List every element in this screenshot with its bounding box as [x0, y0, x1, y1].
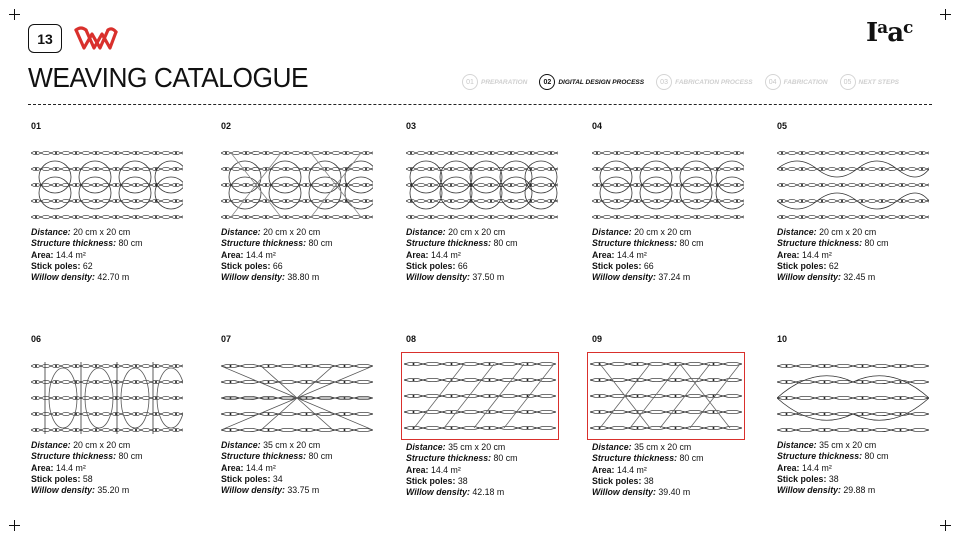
- spec-label: Distance:: [592, 442, 632, 452]
- spec-density: [406, 272, 586, 283]
- crop-mark-top-right: [940, 9, 951, 20]
- spec-label: Distance:: [221, 227, 261, 237]
- item-number: 09: [592, 334, 603, 344]
- spec-distance: [592, 227, 772, 238]
- item-number: 02: [221, 121, 232, 131]
- step-05[interactable]: [840, 74, 899, 90]
- spec-area: [221, 463, 401, 474]
- weave-pattern-diagram: [31, 145, 183, 225]
- spec-distance: [221, 227, 401, 238]
- spec-value: 35 cm x 20 cm: [819, 440, 877, 450]
- spec-value: 66: [457, 260, 468, 271]
- weave-logo-icon: [72, 24, 120, 54]
- spec-value: 14.4 m²: [801, 249, 832, 260]
- spec-label: Area:: [31, 249, 54, 260]
- spec-value: 80 cm: [493, 238, 518, 249]
- spec-label: Willow density:: [592, 272, 656, 283]
- spec-label: Stick poles:: [592, 475, 642, 486]
- spec-label: Structure thickness:: [592, 238, 678, 249]
- spec-value: 20 cm x 20 cm: [819, 227, 877, 237]
- spec-label: Distance:: [406, 442, 446, 452]
- spec-value: 80 cm: [118, 238, 143, 249]
- spec-value: 58: [82, 473, 93, 484]
- spec-value: 32.45 m: [843, 272, 876, 283]
- spec-value: 66: [643, 260, 654, 271]
- crop-mark-bottom-right: [940, 520, 951, 531]
- spec-label: Structure thickness:: [592, 453, 678, 464]
- step-number: 04: [765, 74, 781, 90]
- step-03[interactable]: [656, 74, 753, 90]
- process-steps: [462, 74, 911, 90]
- spec-value: 38.80 m: [287, 272, 320, 283]
- iaac-logo: $I^aa^c$: [866, 18, 913, 48]
- weave-pattern-diagram: [221, 145, 373, 225]
- spec-poles: [406, 261, 586, 272]
- spec-label: Distance:: [777, 227, 817, 237]
- spec-value: 35.20 m: [97, 485, 130, 496]
- item-number: 01: [31, 121, 42, 131]
- spec-density: [31, 485, 211, 496]
- spec-poles: [592, 476, 772, 487]
- spec-thickness: [221, 451, 401, 462]
- weave-pattern-diagram: [31, 358, 183, 438]
- spec-value: 35 cm x 20 cm: [263, 440, 321, 450]
- spec-value: 14.4 m²: [430, 249, 461, 260]
- spec-label: Stick poles:: [777, 473, 827, 484]
- step-label: FABRICATION: [783, 78, 828, 86]
- spec-density: [406, 487, 586, 498]
- spec-list: [221, 440, 401, 496]
- spec-distance: [777, 227, 957, 238]
- spec-distance: [406, 442, 586, 453]
- item-number: 03: [406, 121, 417, 131]
- spec-label: Distance:: [777, 440, 817, 450]
- spec-value: 62: [828, 260, 839, 271]
- spec-label: Area:: [221, 249, 244, 260]
- weave-pattern-diagram: [777, 145, 929, 225]
- spec-value: 14.4 m²: [430, 464, 461, 475]
- spec-value: 37.50 m: [472, 272, 505, 283]
- page-title: WEAVING CATALOGUE: [28, 62, 309, 93]
- spec-area: [777, 463, 957, 474]
- spec-thickness: [406, 453, 586, 464]
- spec-value: 42.18 m: [472, 487, 505, 498]
- spec-value: 14.4 m²: [245, 249, 276, 260]
- spec-value: 66: [272, 260, 283, 271]
- spec-label: Stick poles:: [592, 260, 642, 271]
- spec-value: 14.4 m²: [55, 462, 86, 473]
- spec-distance: [777, 440, 957, 451]
- spec-label: Willow density:: [31, 485, 95, 496]
- spec-label: Structure thickness:: [406, 238, 492, 249]
- spec-poles: [777, 474, 957, 485]
- spec-value: 38: [457, 475, 468, 486]
- spec-thickness: [777, 238, 957, 249]
- spec-value: 37.24 m: [658, 272, 691, 283]
- spec-value: 38: [828, 473, 839, 484]
- spec-poles: [406, 476, 586, 487]
- spec-value: 29.88 m: [843, 485, 876, 496]
- spec-value: 39.40 m: [658, 487, 691, 498]
- spec-list: [31, 440, 211, 496]
- spec-value: 80 cm: [493, 453, 518, 464]
- spec-label: Structure thickness:: [406, 453, 492, 464]
- step-number: 03: [656, 74, 672, 90]
- spec-distance: [592, 442, 772, 453]
- spec-value: 35 cm x 20 cm: [448, 442, 506, 452]
- highlight-box: [401, 352, 559, 440]
- spec-label: Willow density:: [406, 487, 470, 498]
- spec-label: Area:: [406, 249, 429, 260]
- catalogue-item-03: [406, 121, 586, 283]
- spec-label: Structure thickness:: [31, 451, 117, 462]
- spec-area: [406, 250, 586, 261]
- spec-label: Stick poles:: [221, 260, 271, 271]
- spec-value: 33.75 m: [287, 485, 320, 496]
- step-02[interactable]: [539, 74, 644, 90]
- spec-value: 80 cm: [679, 238, 704, 249]
- spec-value: 14.4 m²: [616, 249, 647, 260]
- step-number: 05: [840, 74, 856, 90]
- catalogue-item-10: [777, 334, 957, 496]
- spec-value: 80 cm: [679, 453, 704, 464]
- spec-value: 20 cm x 20 cm: [634, 227, 692, 237]
- spec-value: 20 cm x 20 cm: [73, 440, 131, 450]
- spec-label: Stick poles:: [31, 473, 81, 484]
- spec-value: 42.70 m: [97, 272, 130, 283]
- spec-label: Stick poles:: [31, 260, 81, 271]
- item-number: 10: [777, 334, 788, 344]
- spec-value: 20 cm x 20 cm: [73, 227, 131, 237]
- spec-density: [592, 487, 772, 498]
- spec-poles: [221, 474, 401, 485]
- spec-label: Willow density:: [777, 485, 841, 496]
- spec-poles: [31, 474, 211, 485]
- item-number: 06: [31, 334, 42, 344]
- weave-pattern-diagram: [404, 356, 556, 436]
- spec-area: [31, 463, 211, 474]
- spec-thickness: [31, 451, 211, 462]
- spec-density: [592, 272, 772, 283]
- spec-value: 14.4 m²: [801, 462, 832, 473]
- item-number: 04: [592, 121, 603, 131]
- spec-value: 34: [272, 473, 283, 484]
- spec-label: Willow density:: [31, 272, 95, 283]
- spec-density: [31, 272, 211, 283]
- spec-density: [777, 485, 957, 496]
- spec-label: Area:: [592, 249, 615, 260]
- spec-value: 20 cm x 20 cm: [263, 227, 321, 237]
- spec-label: Area:: [31, 462, 54, 473]
- spec-label: Structure thickness:: [221, 451, 307, 462]
- item-number: 07: [221, 334, 232, 344]
- spec-label: Area:: [592, 464, 615, 475]
- step-label: DIGITAL DESIGN PROCESS: [558, 78, 645, 86]
- weave-pattern-diagram: [777, 358, 929, 438]
- spec-value: 80 cm: [308, 238, 333, 249]
- spec-value: 38: [643, 475, 654, 486]
- spec-label: Stick poles:: [406, 260, 456, 271]
- spec-poles: [31, 261, 211, 272]
- spec-label: Structure thickness:: [221, 238, 307, 249]
- spec-distance: [31, 440, 211, 451]
- spec-label: Distance:: [31, 440, 71, 450]
- catalogue-item-02: [221, 121, 401, 283]
- spec-label: Structure thickness:: [31, 238, 117, 249]
- spec-value: 20 cm x 20 cm: [448, 227, 506, 237]
- spec-label: Willow density:: [221, 485, 285, 496]
- spec-thickness: [592, 238, 772, 249]
- spec-label: Area:: [221, 462, 244, 473]
- spec-value: 80 cm: [864, 238, 889, 249]
- spec-label: Willow density:: [221, 272, 285, 283]
- step-number: 02: [539, 74, 555, 90]
- spec-label: Willow density:: [592, 487, 656, 498]
- spec-value: 14.4 m²: [55, 249, 86, 260]
- spec-list: [777, 440, 957, 496]
- spec-distance: [221, 440, 401, 451]
- spec-area: [777, 250, 957, 261]
- spec-label: Structure thickness:: [777, 451, 863, 462]
- spec-list: [592, 227, 772, 283]
- spec-label: Distance:: [406, 227, 446, 237]
- crop-mark-bottom-left: [9, 520, 20, 531]
- crop-mark-top-left: [9, 9, 20, 20]
- spec-label: Distance:: [221, 440, 261, 450]
- step-label: FABRICATION PROCESS: [675, 78, 753, 86]
- spec-thickness: [592, 453, 772, 464]
- spec-value: 14.4 m²: [245, 462, 276, 473]
- spec-label: Willow density:: [406, 272, 470, 283]
- catalogue-item-09: [592, 334, 772, 498]
- spec-distance: [406, 227, 586, 238]
- spec-value: 80 cm: [308, 451, 333, 462]
- spec-poles: [221, 261, 401, 272]
- spec-label: Stick poles:: [777, 260, 827, 271]
- spec-thickness: [31, 238, 211, 249]
- catalogue-item-07: [221, 334, 401, 496]
- spec-label: Stick poles:: [221, 473, 271, 484]
- catalogue-item-06: [31, 334, 211, 496]
- spec-value: 14.4 m²: [616, 464, 647, 475]
- weave-pattern-diagram: [406, 145, 558, 225]
- spec-value: 80 cm: [864, 451, 889, 462]
- spec-value: 80 cm: [118, 451, 143, 462]
- spec-list: [777, 227, 957, 283]
- highlight-box: [587, 352, 745, 440]
- spec-list: [221, 227, 401, 283]
- spec-area: [31, 250, 211, 261]
- item-number: 05: [777, 121, 788, 131]
- item-number: 08: [406, 334, 417, 344]
- step-number: 01: [462, 74, 478, 90]
- weave-pattern-diagram: [592, 145, 744, 225]
- spec-list: [406, 442, 586, 498]
- spec-label: Area:: [777, 249, 800, 260]
- spec-distance: [31, 227, 211, 238]
- spec-list: [592, 442, 772, 498]
- step-01[interactable]: [462, 74, 527, 90]
- spec-list: [31, 227, 211, 283]
- spec-area: [592, 250, 772, 261]
- catalogue-item-05: [777, 121, 957, 283]
- spec-value: 62: [82, 260, 93, 271]
- spec-area: [221, 250, 401, 261]
- spec-label: Willow density:: [777, 272, 841, 283]
- spec-list: [406, 227, 586, 283]
- spec-thickness: [777, 451, 957, 462]
- spec-label: Area:: [777, 462, 800, 473]
- step-04[interactable]: [765, 74, 828, 90]
- spec-density: [221, 485, 401, 496]
- spec-area: [592, 465, 772, 476]
- spec-label: Structure thickness:: [777, 238, 863, 249]
- spec-label: Distance:: [31, 227, 71, 237]
- step-label: PREPARATION: [481, 78, 528, 86]
- spec-poles: [777, 261, 957, 272]
- spec-area: [406, 465, 586, 476]
- spec-value: 35 cm x 20 cm: [634, 442, 692, 452]
- catalogue-item-08: [406, 334, 586, 498]
- spec-thickness: [221, 238, 401, 249]
- spec-density: [777, 272, 957, 283]
- spec-label: Area:: [406, 464, 429, 475]
- spec-thickness: [406, 238, 586, 249]
- spec-label: Distance:: [592, 227, 632, 237]
- spec-label: Stick poles:: [406, 475, 456, 486]
- weave-pattern-diagram: [221, 358, 373, 438]
- dashed-divider: [28, 104, 932, 105]
- step-label: NEXT STEPS: [858, 78, 900, 86]
- spec-density: [221, 272, 401, 283]
- catalogue-item-04: [592, 121, 772, 283]
- spec-poles: [592, 261, 772, 272]
- page-number: 13: [28, 24, 62, 53]
- catalogue-item-01: [31, 121, 211, 283]
- weave-pattern-diagram: [590, 356, 742, 436]
